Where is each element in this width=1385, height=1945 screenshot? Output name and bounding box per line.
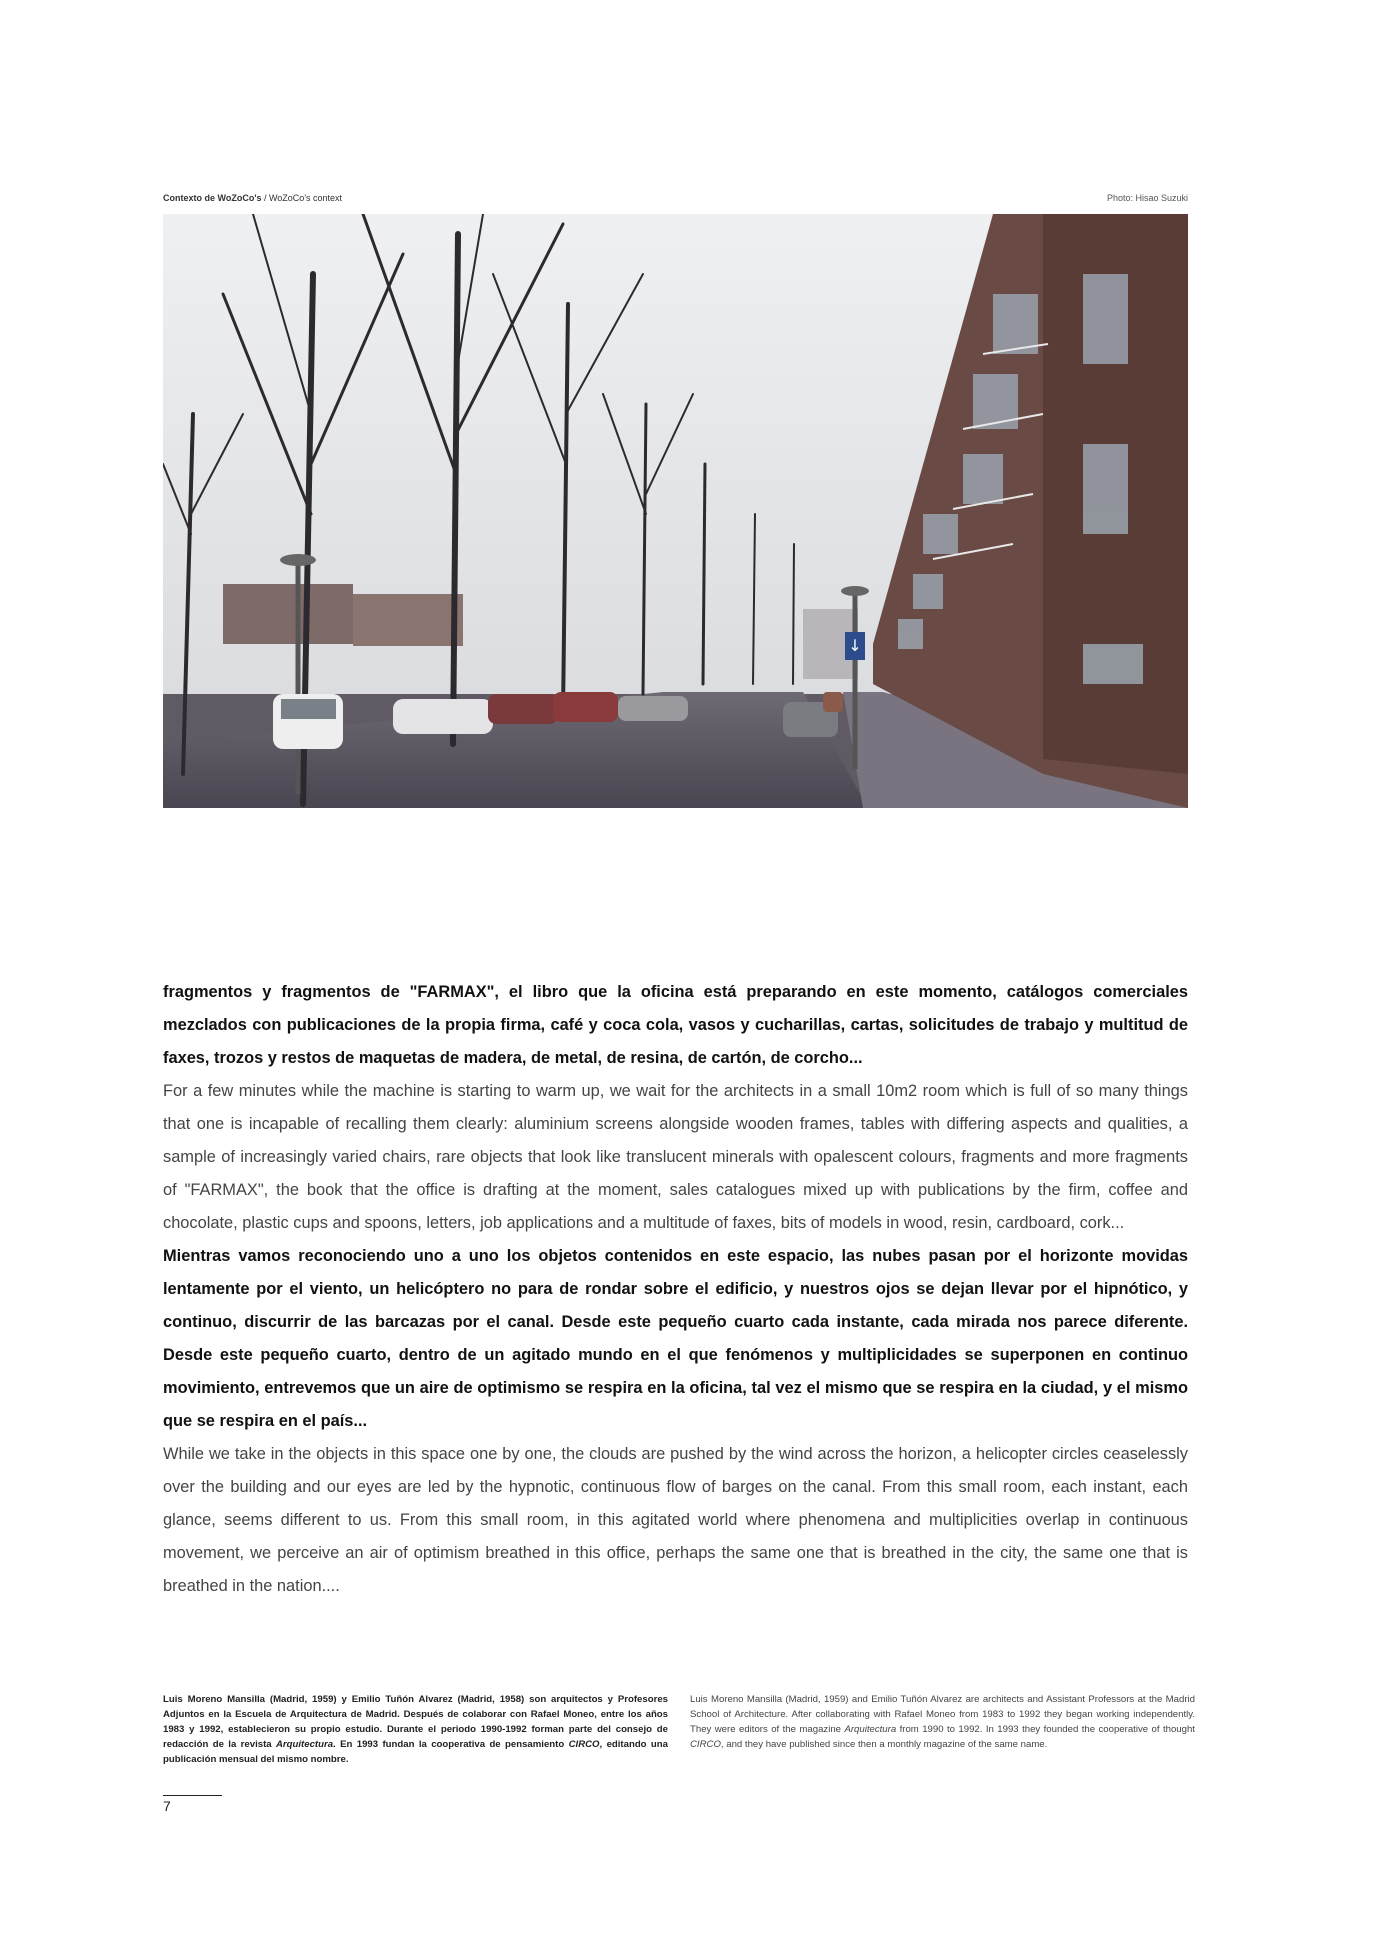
caption-title-es: Contexto de WoZoCo's <box>163 193 262 203</box>
photo-caption <box>163 193 342 203</box>
journal-title: Arquitectura <box>844 1724 897 1735</box>
photo-credit: Photo: Hisao Suzuki <box>1106 193 1188 203</box>
paragraph-1-spanish: fragmentos y fragmentos de "FARMAX", el libro que la oficina está preparando en este momento, catálogos comerciales mezclados con publicaciones de la propia firma, café y coca cola, vasos y cucharillas, cartas, solicitudes de trabajo y multitud de faxes, trozos y restos de maquetas de madera, de metal, de resina, de cartón, de corcho... <box>163 983 1188 1067</box>
caption-title-en: / WoZoCo's context <box>261 193 343 203</box>
article-body <box>163 976 1188 1603</box>
cooperative-name: CIRCO <box>690 1739 721 1750</box>
street-photograph <box>163 214 1188 808</box>
cooperative-name: CIRCO <box>568 1739 600 1750</box>
page-number: 7 <box>163 1798 171 1814</box>
paragraph-2-spanish: Mientras vamos reconociendo uno a uno los objetos contenidos en este espacio, las nubes pasan por el horizonte movidas lentamente por el viento, un helicóptero no para de rondar sobre el edificio, y nuestros ojos se dejan llevar por el hipnótico, y continuo, discurrir de las barcazas por el canal. Desde este pequeño cuarto cada instante, cada mirada nos parece diferente. Desde este pequeño cuarto, dentro de un agitado mundo en el que fenómenos y multiplicidades se superponen en continuo movimiento, entrevemos que un aire de optimismo se respira en la oficina, tal vez el mismo que se respira en la ciudad, y el mismo que se respira en el país... <box>163 1247 1188 1430</box>
author-bio-english: Luis Moreno Mansilla (Madrid, 1959) and Emilio Tuñón Alvarez are architects and Assistant Professors at the Madrid School of Architecture. After collaborating with Rafael Moneo from 1983 to 1992 they began working independently. They were editors of the magazine Arquitectura from 1990 to 1992. In 1993 they founded the cooperative of thought CIRCO, and they have published since then a monthly magazine of the same name. <box>690 1694 1195 1750</box>
author-bio-spanish: Luis Moreno Mansilla (Madrid, 1959) y Emilio Tuñón Alvarez (Madrid, 1958) son arquitectos y Profesores Adjuntos en la Escuela de Arquitectura de Madrid. Después de colaborar con Rafael Moneo, entre los años 1983 y 1992, establecieron su propio estudio. Durante el periodo 1990-1992 forman parte del consejo de redacción de la revista Arquitectura. En 1993 fundan la cooperativa de pensamiento CIRCO, editando una publicación mensual del mismo nombre. <box>163 1694 668 1765</box>
paragraph-2-english: While we take in the objects in this space one by one, the clouds are pushed by the wind across the horizon, a helicopter circles ceaselessly over the building and our eyes are led by the hypnotic, continuous flow of barges on the canal. From this small room, each instant, each glance, seems different to us. From this small room, in this agitated world where phenomena and multiplicities overlap in continuous movement, we perceive an air of optimism breathed in this office, perhaps the same one that is breathed in the city, the same one that is breathed in the nation.... <box>163 1445 1188 1595</box>
traffic-sign-arrow-icon: ↓ <box>848 636 862 655</box>
photo-caption-row <box>163 193 1188 207</box>
footer-rule <box>163 1795 222 1796</box>
paragraph-1-english: For a few minutes while the machine is starting to warm up, we wait for the architects in a small 10m2 room which is full of so many things that one is incapable of recalling them clearly: aluminium screens alongside wooden frames, tables with differing aspects and qualities, a sample of increasingly varied chairs, rare objects that look like translucent minerals with opalescent colours, fragments and more fragments of "FARMAX", the book that the office is drafting at the moment, sales catalogues mixed up with publications by the firm, coffee and chocolate, plastic cups and spoons, letters, job applications and a multitude of faxes, bits of models in wood, resin, cardboard, cork... <box>163 1082 1188 1232</box>
journal-title: Arquitectura <box>276 1739 334 1750</box>
